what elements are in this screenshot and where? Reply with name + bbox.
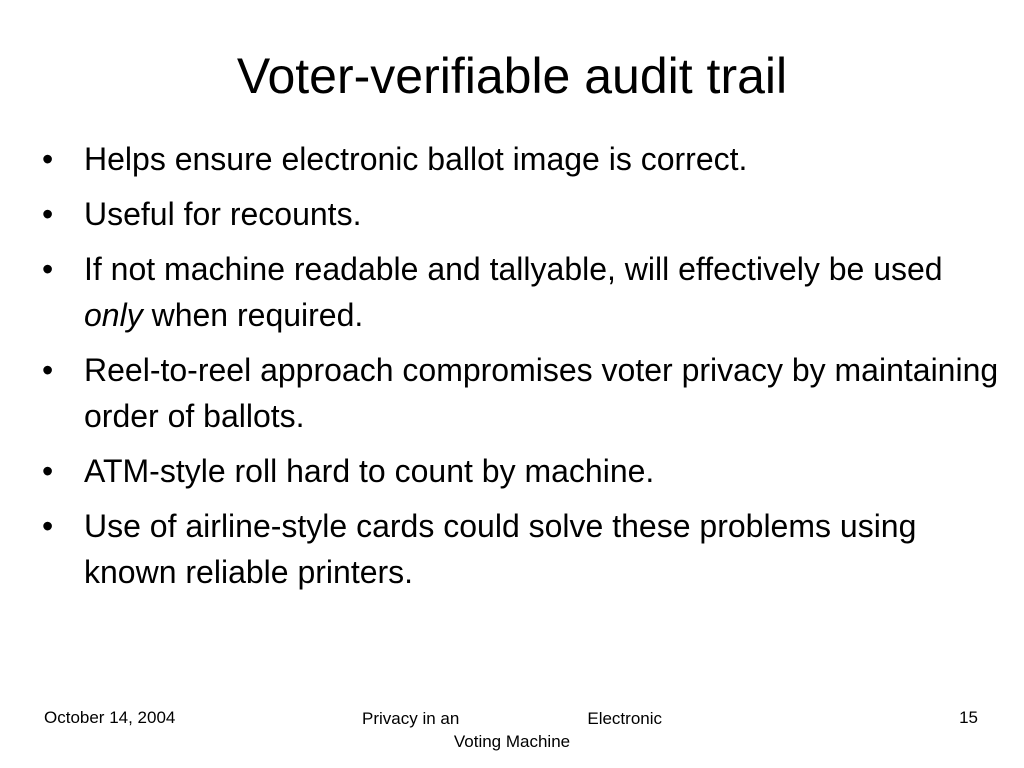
bullet-marker: • xyxy=(42,508,54,544)
bullet-marker: • xyxy=(42,352,54,388)
bullet-marker: • xyxy=(42,141,54,177)
slide-title: Voter-verifiable audit trail xyxy=(236,48,788,104)
bullet-item xyxy=(40,246,1000,338)
page-number: 15 xyxy=(959,708,978,727)
bullet-item xyxy=(40,191,1000,237)
bullet-item xyxy=(40,347,1000,439)
bullet-text: Helps ensure electronic ballot image is correct. xyxy=(84,141,748,177)
bullet-marker: • xyxy=(42,196,54,232)
footer-date: October 14, 2004 xyxy=(44,708,176,727)
bullet-item xyxy=(40,503,1000,595)
footer-title-part1: Privacy in an xyxy=(362,709,460,728)
footer-title xyxy=(362,707,662,753)
bullet-marker: • xyxy=(42,453,54,489)
bullet-text: Useful for recounts. xyxy=(84,196,362,232)
bullet-text: Use of airline-style cards could solve these problems using known reliable printers. xyxy=(84,508,917,590)
bullet-text-emphasis: only xyxy=(84,297,143,333)
bullet-item xyxy=(40,448,1000,494)
bullet-item xyxy=(40,136,1000,182)
bullet-text-after: when required. xyxy=(142,297,364,333)
bullet-text: ATM-style roll hard to count by machine. xyxy=(84,453,655,489)
bullet-marker: • xyxy=(42,251,54,287)
footer-title-part2: Electronic xyxy=(587,709,662,728)
bullet-text: Reel-to-reel approach compromises voter privacy by maintaining order of ballots. xyxy=(84,352,999,434)
bullet-list xyxy=(40,136,1000,604)
bullet-text xyxy=(84,251,943,333)
bullet-text-before: If not machine readable and tallyable, will effectively be used xyxy=(84,251,943,287)
footer-title-part3: Voting Machine xyxy=(453,732,571,751)
